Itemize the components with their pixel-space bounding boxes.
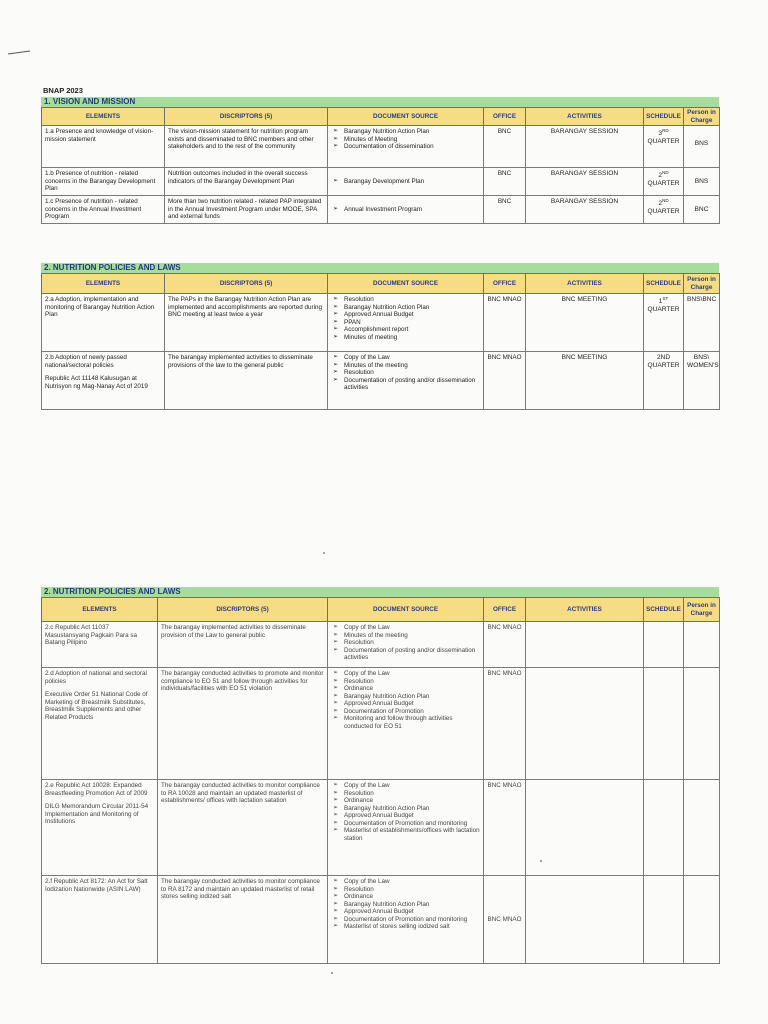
scan-mark	[8, 50, 30, 54]
source-cell	[328, 622, 484, 668]
table-row	[42, 622, 720, 668]
source-item: ➢ Copy of the Law	[331, 782, 480, 790]
source-item: ➢ Resolution	[331, 296, 480, 304]
element-text: 2.d Adoption of national and sectoral policies	[45, 670, 147, 685]
activity-cell: BARANGAY SESSION	[526, 126, 644, 168]
descriptor-cell: The barangay implemented activities to disseminate provisions of the law to the general public	[165, 352, 328, 410]
header-office: OFFICE	[484, 108, 526, 126]
source-item: ➢ Annual Investment Program	[331, 206, 480, 214]
person-cell: BNS\BNC	[684, 294, 720, 352]
activity-cell	[526, 876, 644, 964]
header-descriptors: DISCRIPTORS (5)	[165, 274, 328, 294]
schedule-quarter: QUARTER	[647, 208, 680, 216]
table-row	[42, 168, 720, 196]
document-title: BNAP 2023	[43, 86, 83, 95]
element-cell: 2.f Republic Act 8172: An Act for Salt Iodization Nationwide (ASIN LAW)	[42, 876, 158, 964]
schedule-cell	[644, 168, 684, 196]
element-text: 2.b Adoption of newly passed national/sectoral policies	[45, 354, 127, 369]
source-item: ➢ Copy of the Law	[331, 624, 480, 632]
schedule-suffix: ND	[662, 198, 669, 204]
schedule-number: 2	[658, 200, 663, 208]
element-cell: 1.a Presence and knowledge of vision-mission statement	[42, 126, 165, 168]
header-person-in-charge: Person in Charge	[684, 274, 720, 294]
source-item: ➢ Resolution	[331, 678, 480, 686]
element-text: 2.e Republic Act 10028: Expanded Breastfeeding Promotion Act of 2009	[45, 782, 148, 797]
table-header-row	[42, 598, 720, 622]
source-item: ➢ Minutes of the meeting	[331, 362, 480, 370]
section-title-vision-mission: 1. VISION AND MISSION	[41, 97, 719, 107]
header-person-in-charge: Person in Charge	[684, 598, 720, 622]
source-item: ➢ Barangay Development Plan	[331, 178, 480, 186]
source-item: ➢ Minutes of meeting	[331, 334, 480, 342]
person-cell	[684, 668, 720, 780]
source-item: ➢ Masterlist of establishments/offices with lactation station	[331, 827, 480, 842]
source-item: ➢ Documentation of posting and/or dissemination activities	[331, 377, 480, 392]
element-cell: 1.b Presence of nutrition - related concerns in the Barangay Development Plan	[42, 168, 165, 196]
header-elements: ELEMENTS	[42, 108, 165, 126]
header-person-in-charge: Person in Charge	[684, 108, 720, 126]
schedule-cell	[644, 196, 684, 224]
table-row	[42, 352, 720, 410]
table-row	[42, 294, 720, 352]
source-item: ➢ Barangay Nutrition Action Plan	[331, 693, 480, 701]
office-cell: BNC MNAO	[484, 352, 526, 410]
nutrition-policies-table-continued	[41, 597, 720, 964]
source-item: ➢ Approved Annual Budget	[331, 700, 480, 708]
source-item: ➢ Resolution	[331, 886, 480, 894]
descriptor-cell: Nutrition outcomes included in the overall success indicators of the Barangay Development Plan	[165, 168, 328, 196]
office-cell: BNC	[484, 168, 526, 196]
source-item: ➢ Resolution	[331, 369, 480, 377]
schedule-number: 2	[658, 172, 663, 180]
element-subtext: Executive Order 51 National Code of Marketing of Breastmilk Substitutes, Breastmilk Supplements and other Related Products	[45, 691, 148, 721]
source-item: ➢ Barangay Nutrition Action Plan	[331, 901, 480, 909]
schedule-cell	[644, 668, 684, 780]
header-schedule: SCHEDULE	[644, 274, 684, 294]
element-subtext: DILG Memorandum Circular 2011-54 Implementation and Monitoring of Institutions	[45, 803, 149, 826]
schedule-cell	[644, 352, 684, 410]
schedule-cell	[644, 876, 684, 964]
source-item: ➢ Barangay Nutrition Action Plan	[331, 304, 480, 312]
element-cell: 2.a Adoption, implementation and monitoring of Barangay Nutrition Action Plan	[42, 294, 165, 352]
source-item: ➢ Copy of the Law	[331, 878, 480, 886]
scan-dot	[331, 972, 333, 974]
schedule-cell	[644, 294, 684, 352]
schedule-quarter: QUARTER	[647, 361, 680, 369]
activity-cell: BARANGAY SESSION	[526, 196, 644, 224]
person-cell: BNS	[684, 126, 720, 168]
office-cell: BNC	[484, 196, 526, 224]
source-cell	[328, 668, 484, 780]
office-cell: BNC MNAO	[484, 876, 526, 964]
element-cell	[42, 668, 158, 780]
source-item: ➢ Resolution	[331, 790, 480, 798]
person-cell	[684, 780, 720, 876]
source-cell	[328, 780, 484, 876]
source-item: ➢ Minutes of the meeting	[331, 632, 480, 640]
source-item: ➢ Documentation of dissemination	[331, 143, 480, 151]
header-schedule: SCHEDULE	[644, 598, 684, 622]
header-elements: ELEMENTS	[42, 274, 165, 294]
source-item: ➢ Monitoring and follow through activities conducted for EO 51	[331, 715, 480, 730]
table-header-row	[42, 108, 720, 126]
activity-cell: BARANGAY SESSION	[526, 168, 644, 196]
table-row	[42, 126, 720, 168]
schedule-number: 2ND	[656, 354, 671, 361]
table-row	[42, 876, 720, 964]
office-cell: BNC MNAO	[484, 780, 526, 876]
element-subtext: Republic Act 11148 Kalusugan at Nutrisyon ng Mag-Nanay Act of 2019	[45, 375, 148, 390]
schedule-number: 3	[658, 130, 663, 138]
source-item: ➢ Documentation of Promotion and monitoring	[331, 916, 480, 924]
office-cell: BNC MNAO	[484, 294, 526, 352]
source-item: ➢ Copy of the Law	[331, 670, 480, 678]
source-item: ➢ Approved Annual Budget	[331, 812, 480, 820]
header-document-source: DOCUMENT SOURCE	[328, 274, 484, 294]
source-item: ➢ Ordinance	[331, 797, 480, 805]
descriptor-cell: The barangay conducted activities to monitor compliance to RA 8172 and maintain an updated masterlist of retail stores selling iodized salt	[158, 876, 328, 964]
source-item: ➢ PPAN	[331, 319, 480, 327]
element-cell	[42, 352, 165, 410]
header-activities: ACTIVITIES	[526, 598, 644, 622]
source-cell	[328, 294, 484, 352]
schedule-quarter: QUARTER	[647, 138, 680, 146]
element-cell	[42, 780, 158, 876]
person-cell: BNS	[684, 168, 720, 196]
source-item: ➢ Resolution	[331, 639, 480, 647]
schedule-cell	[644, 780, 684, 876]
source-cell	[328, 352, 484, 410]
office-cell: BNC MNAO	[484, 622, 526, 668]
nutrition-policies-table	[41, 273, 720, 410]
schedule-cell	[644, 126, 684, 168]
element-cell: 1.c Presence of nutrition - related concerns in the Annual Investment Program	[42, 196, 165, 224]
scan-dot	[323, 552, 325, 554]
descriptor-cell: The barangay implemented activities to disseminate provision of the Law to general public	[158, 622, 328, 668]
source-item: ➢ Barangay Nutrition Action Plan	[331, 805, 480, 813]
source-item: ➢ Ordinance	[331, 893, 480, 901]
source-item: ➢ Documentation of posting and/or dissemination activities	[331, 647, 480, 662]
person-cell	[684, 622, 720, 668]
source-cell	[328, 876, 484, 964]
source-cell	[328, 126, 484, 168]
header-descriptors: DISCRIPTORS (5)	[165, 108, 328, 126]
schedule-suffix: ST	[662, 296, 669, 301]
header-document-source: DOCUMENT SOURCE	[328, 108, 484, 126]
descriptor-cell: The barangay conducted activities to promote and monitor compliance to EO 51 and follow through activities for individuals/facilities with EO 51 violation	[158, 668, 328, 780]
section-title-nutrition-policies-cont: 2. NUTRITION POLICIES AND LAWS	[41, 587, 719, 597]
source-item: ➢ Masterlist of stores selling iodized salt	[331, 923, 480, 931]
section-title-nutrition-policies: 2. NUTRITION POLICIES AND LAWS	[41, 263, 719, 273]
header-office: OFFICE	[484, 274, 526, 294]
descriptor-cell: The vision-mission statement for nutrition program exists and disseminated to BNC members and other stakeholders and to the rest of the community	[165, 126, 328, 168]
header-elements: ELEMENTS	[42, 598, 158, 622]
activity-cell	[526, 668, 644, 780]
schedule-suffix: RD	[662, 128, 669, 134]
source-item: ➢ Copy of the Law	[331, 354, 480, 362]
activity-cell: BNC MEETING	[526, 352, 644, 410]
header-activities: ACTIVITIES	[526, 274, 644, 294]
source-item: ➢ Ordinance	[331, 685, 480, 693]
person-cell: BNS\ WOMEN'S	[684, 352, 720, 410]
source-item: ➢ Documentation of Promotion and monitoring	[331, 820, 480, 828]
header-descriptors: DISCRIPTORS (5)	[158, 598, 328, 622]
table-row	[42, 668, 720, 780]
source-cell	[328, 168, 484, 196]
vision-mission-table	[41, 107, 720, 224]
activity-cell	[526, 780, 644, 876]
source-item: ➢ Approved Annual Budget	[331, 908, 480, 916]
office-cell: BNC	[484, 126, 526, 168]
schedule-quarter: QUARTER	[647, 306, 680, 314]
person-cell	[684, 876, 720, 964]
schedule-quarter: QUARTER	[647, 180, 680, 188]
element-cell: 2.c Republic Act 11037 Masustansyang Pagkain Para sa Batang Pilipino	[42, 622, 158, 668]
schedule-cell	[644, 622, 684, 668]
schedule-suffix: ND	[662, 170, 669, 176]
table-row	[42, 780, 720, 876]
office-cell: BNC MNAO	[484, 668, 526, 780]
header-schedule: SCHEDULE	[644, 108, 684, 126]
table-header-row	[42, 274, 720, 294]
source-cell	[328, 196, 484, 224]
source-item: ➢ Barangay Nutrition Action Plan	[331, 128, 480, 136]
source-item: ➢ Accomplishment report	[331, 326, 480, 334]
table-row	[42, 196, 720, 224]
source-item: ➢ Documentation of Promotion	[331, 708, 480, 716]
activity-cell: BNC MEETING	[526, 294, 644, 352]
source-item: ➢ Approved Annual Budget	[331, 311, 480, 319]
descriptor-cell: The barangay conducted activities to monitor compliance to RA 10028 and maintain an updated masterlist of establishments/ offices with lactation satation	[158, 780, 328, 876]
schedule-number: 1	[658, 298, 663, 306]
header-activities: ACTIVITIES	[526, 108, 644, 126]
source-item: ➢ Minutes of Meeting	[331, 136, 480, 144]
header-office: OFFICE	[484, 598, 526, 622]
activity-cell	[526, 622, 644, 668]
descriptor-cell: The PAPs in the Barangay Nutrition Action Plan are implemented and accomplishments are reported during BNC meeting at least twice a year	[165, 294, 328, 352]
person-cell: BNC	[684, 196, 720, 224]
descriptor-cell: More than two nutrition related - related PAP integrated in the Annual Investment Program under MOOE, SPA and external funds	[165, 196, 328, 224]
header-document-source: DOCUMENT SOURCE	[328, 598, 484, 622]
